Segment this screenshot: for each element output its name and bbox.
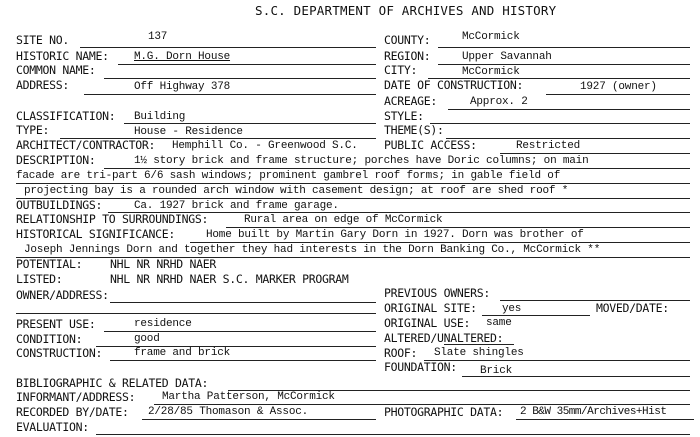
roof-value: Slate shingles (434, 347, 524, 359)
photographic-data-value: 2 B&W 35mm/Archives+Hist (520, 406, 667, 418)
owner-address-label: OWNER/ADDRESS: (16, 288, 109, 302)
date-of-construction-line (546, 94, 690, 95)
recorded-by-line (142, 419, 376, 420)
public-access-value: Restricted (516, 140, 581, 152)
potential-label: POTENTIAL: (16, 257, 83, 271)
historical-line-2: Joseph Jennings Dorn and together they had interests in the Dorn Banking Co., McCormick ** (24, 244, 601, 256)
common-name-label: COMMON NAME: (16, 63, 96, 77)
classification-line (124, 123, 376, 124)
condition-value: good (134, 333, 160, 345)
address-line (84, 94, 376, 95)
present-use-line (104, 331, 376, 332)
public-access-line (500, 153, 690, 154)
listed-label: LISTED: (16, 272, 63, 286)
recorded-by-value: 2/28/85 Thomason & Assoc. (148, 406, 309, 418)
architect-value: Hemphill Co. - Greenwood S.C. (172, 140, 358, 152)
relationship-line (226, 227, 690, 228)
construction-label: CONSTRUCTION: (16, 346, 103, 360)
region-line (438, 64, 690, 65)
description-line-2: facade are tri-part 6/6 sash windows; prominent gambrel roof forms; in gable field of (16, 170, 561, 182)
common-name-line (104, 78, 376, 79)
original-site-value: yes (502, 303, 522, 315)
themes-line (446, 138, 690, 139)
historic-name-value: M.G. Dorn House (134, 51, 231, 63)
original-use-label: ORIGINAL USE: (384, 316, 471, 330)
county-value: McCormick (462, 31, 520, 43)
foundation-label: FOUNDATION: (384, 360, 457, 374)
date-of-construction-value: 1927 (owner) (580, 81, 657, 93)
evaluation-label: EVALUATION: (16, 420, 89, 434)
historic-name-line (118, 64, 376, 65)
site-no-label: SITE NO. (16, 33, 69, 47)
acreage-line (448, 109, 690, 110)
style-label: STYLE: (384, 109, 424, 123)
classification-label: CLASSIFICATION: (16, 109, 116, 123)
address-label: ADDRESS: (16, 78, 69, 92)
foundation-line (462, 376, 690, 377)
description-underline-1 (104, 168, 690, 169)
historical-underline-1 (190, 242, 690, 243)
description-line-1: 1½ story brick and frame structure; porches have Doric columns; on main (134, 155, 589, 167)
original-use-value: same (486, 317, 512, 329)
date-of-construction-label: DATE OF CONSTRUCTION: (384, 78, 524, 92)
condition-label: CONDITION: (16, 332, 83, 346)
type-value: House - Residence (134, 126, 243, 138)
historical-significance-label: HISTORICAL SIGNIFICANCE: (16, 227, 175, 241)
acreage-value: Approx. 2 (470, 96, 528, 108)
relationship-value: Rural area on edge of McCormick (244, 214, 443, 226)
potential-options: NHL NR NRHD NAER (110, 257, 216, 271)
photographic-data-line (516, 419, 694, 420)
architect-label: ARCHITECT/CONTRACTOR: (16, 138, 156, 152)
construction-value: frame and brick (134, 347, 231, 359)
listed-options: NHL NR NRHD NAER S.C. MARKER PROGRAM (110, 272, 349, 286)
relationship-label: RELATIONSHIP TO SURROUNDINGS: (16, 212, 209, 226)
themes-label: THEME(S): (384, 123, 444, 137)
roof-line (424, 360, 690, 361)
outbuildings-label: OUTBUILDINGS: (16, 198, 103, 212)
type-label: TYPE: (16, 123, 50, 137)
owner-address-line (110, 302, 376, 303)
original-site-line (482, 315, 590, 316)
roof-label: ROOF: (384, 346, 418, 360)
historical-line-1: Home built by Martin Gary Dorn in 1927. Dorn was brother of (206, 229, 584, 241)
region-label: REGION: (384, 49, 431, 63)
address-value: Off Highway 378 (134, 81, 231, 93)
city-label: CITY: (384, 63, 418, 77)
site-no-value: 137 (148, 31, 168, 43)
historic-name-label: HISTORIC NAME: (16, 49, 109, 63)
county-label: COUNTY: (384, 33, 431, 47)
bibliographic-label: BIBLIOGRAPHIC & RELATED DATA: (16, 376, 209, 390)
site-no-line (80, 47, 376, 48)
classification-value: Building (134, 111, 186, 123)
photographic-data-label: PHOTOGRAPHIC DATA: (384, 405, 504, 419)
evaluation-line (96, 434, 690, 435)
description-underline-3 (16, 198, 690, 199)
description-underline-2 (16, 183, 690, 184)
altered-unaltered-label: ALTERED/UNALTERED: (384, 331, 504, 345)
public-access-label: PUBLIC ACCESS: (384, 138, 477, 152)
county-line (438, 47, 690, 48)
city-value: McCormick (462, 66, 520, 78)
style-line (430, 123, 690, 124)
region-value: Upper Savannah (462, 51, 552, 63)
moved-date-label: MOVED/DATE: (596, 301, 669, 315)
foundation-value: Brick (480, 365, 513, 377)
owner-separator-line (16, 313, 376, 314)
recorded-by-label: RECORDED BY/DATE: (16, 405, 129, 419)
informant-label: INFORMANT/ADDRESS: (16, 390, 136, 404)
present-use-value: residence (134, 318, 192, 330)
original-site-label: ORIGINAL SITE: (384, 301, 477, 315)
description-label: DESCRIPTION: (16, 153, 96, 167)
previous-owners-label: PREVIOUS OWNERS: (384, 286, 490, 300)
construction-line (110, 360, 376, 361)
form-title: S.C. DEPARTMENT OF ARCHIVES AND HISTORY (255, 3, 557, 18)
outbuildings-value: Ca. 1927 brick and frame garage. (134, 200, 339, 212)
description-line-3: projecting bay is a rounded arch window with casement design; at roof are shed roof * (24, 185, 569, 197)
present-use-label: PRESENT USE: (16, 317, 96, 331)
informant-value: Martha Patterson, McCormick (162, 391, 335, 403)
unaltered-underline (444, 344, 514, 345)
acreage-label: ACREAGE: (384, 94, 437, 108)
